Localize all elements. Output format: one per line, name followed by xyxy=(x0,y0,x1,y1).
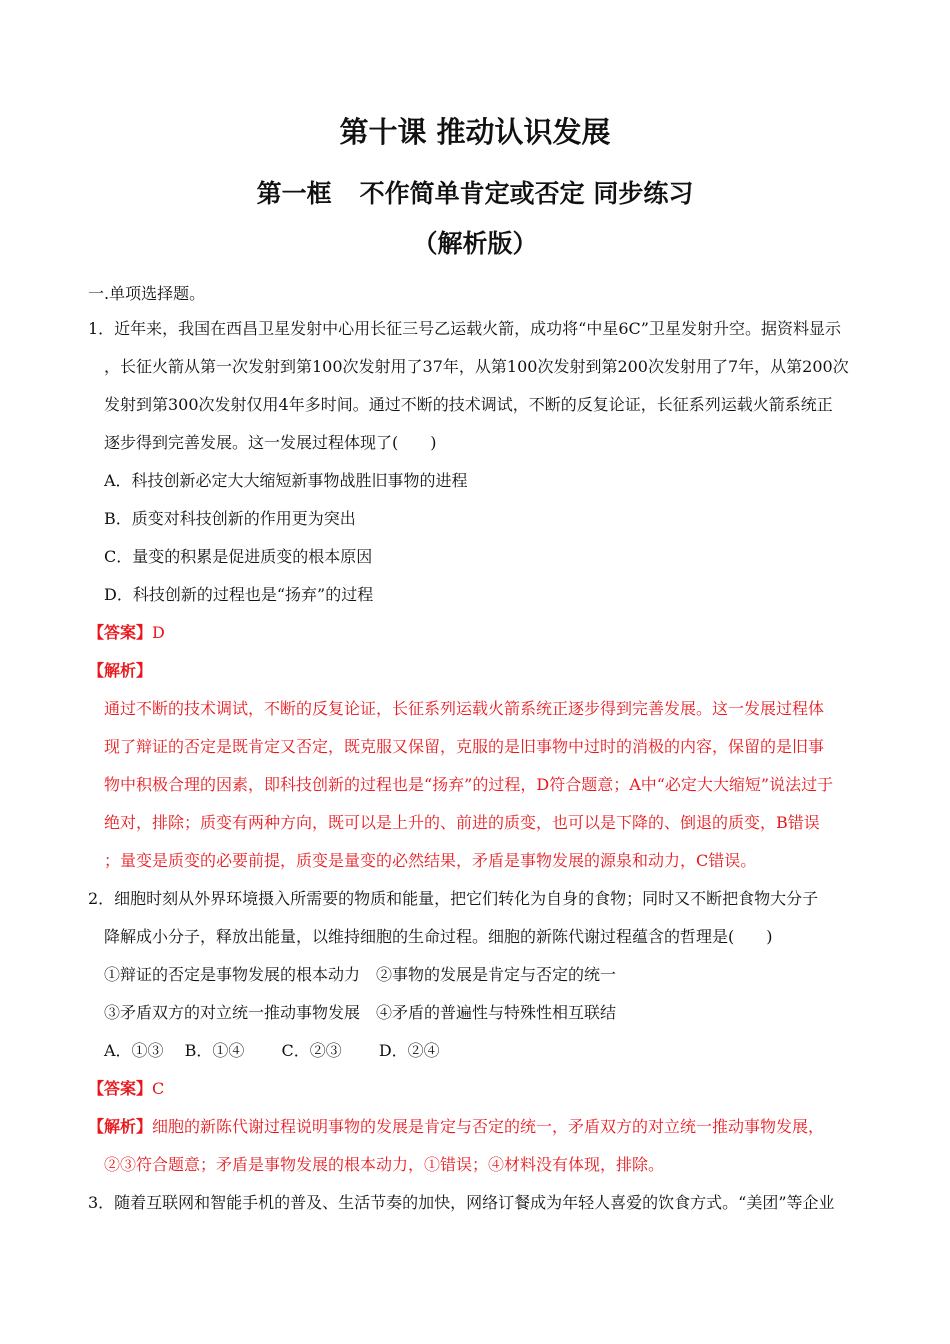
q1-analysis-tag: 【解析】 xyxy=(88,661,153,680)
q1-analysis-line: 现了辩证的否定是既肯定又否定，既克服又保留，克服的是旧事物中过时的消极的内容，保留的是旧事 xyxy=(104,737,825,756)
q2-statement-line: ①辩证的否定是事物发展的根本动力 ②事物的发展是肯定与否定的统一 xyxy=(104,965,617,984)
analysis-tag: 【解析】 xyxy=(88,1117,153,1136)
q1-analysis-line: 物中积极合理的因素，即科技创新的过程也是“扬弃”的过程，D符合题意；A中“必定大大缩短”说法过于 xyxy=(104,775,834,794)
q2-analysis-line: ②③符合题意；矛盾是事物发展的根本动力，①错误；④材料没有体现，排除。 xyxy=(104,1155,665,1174)
q2-analysis xyxy=(88,1115,824,1139)
q2-stem-line: 降解成小分子，释放出能量，以维持细胞的生命过程。细胞的新陈代谢过程蕴含的哲理是( ) xyxy=(104,927,773,946)
q1-analysis-line: 绝对，排除；质变有两种方向，既可以是上升的、前进的质变，也可以是下降的、倒退的质变，B错误 xyxy=(104,813,820,832)
section-heading: 一.单项选择题。 xyxy=(88,284,206,303)
section-label: 第一框 xyxy=(256,179,332,208)
q2-statement-line: ③矛盾双方的对立统一推动事物发展 ④矛盾的普遍性与特殊性相互联结 xyxy=(104,1003,617,1022)
q1-analysis-line: ；量变是质变的必要前提，质变是量变的必然结果，矛盾是事物发展的源泉和动力，C错误。 xyxy=(104,851,757,870)
q1-analysis-line: 通过不断的技术调试，不断的反复论证，长征系列运载火箭系统正逐步得到完善发展。这一发展过程体 xyxy=(104,699,825,718)
q2-stem-line: 2．细胞时刻从外界环境摄入所需要的物质和能量，把它们转化为自身的食物；同时又不断把食物大分子 xyxy=(88,889,819,908)
section-title: 不作简单肯定或否定 同步练习 xyxy=(359,179,694,208)
q1-option-a: A．科技创新必定大大缩短新事物战胜旧事物的进程 xyxy=(104,471,468,490)
q2-options: A．①③ B．①④ C．②③ D．②④ xyxy=(104,1041,440,1060)
section-title-line xyxy=(0,176,950,212)
q1-option-b: B．质变对科技创新的作用更为突出 xyxy=(104,509,356,528)
version-label: （解析版） xyxy=(412,229,538,258)
q1-stem-line: 逐步得到完善发展。这一发展过程体现了( ) xyxy=(104,433,437,452)
answer-value: D xyxy=(152,623,165,642)
answer-tag: 【答案】 xyxy=(88,623,153,642)
q1-stem-line: 发射到第300次发射仅用4年多时间。通过不断的技术调试，不断的反复论证，长征系列运载火箭系统正 xyxy=(104,395,833,414)
q3-stem-line: 3．随着互联网和智能手机的普及、生活节奏的加快，网络订餐成为年轻人喜爱的饮食方式。“美团”等企业 xyxy=(88,1193,835,1212)
q2-answer xyxy=(88,1077,164,1101)
answer-value: C xyxy=(152,1079,165,1098)
answer-tag: 【答案】 xyxy=(88,1079,153,1098)
lesson-title: 第十课 推动认识发展 xyxy=(339,115,611,149)
q2-analysis-line: 细胞的新陈代谢过程说明事物的发展是肯定与否定的统一，矛盾双方的对立统一推动事物发展， xyxy=(152,1117,825,1136)
q1-option-d: D．科技创新的过程也是“扬弃”的过程 xyxy=(104,585,374,604)
q1-option-c: C．量变的积累是促进质变的根本原因 xyxy=(104,547,373,566)
q1-stem-line: ，长征火箭从第一次发射到第100次发射用了37年，从第100次发射到第200次发射用了7年，从第200次 xyxy=(104,357,849,376)
q1-answer xyxy=(88,621,165,645)
q1-stem-line: 1．近年来，我国在西昌卫星发射中心用长征三号乙运载火箭，成功将“中星6C”卫星发射升空。据资料显示 xyxy=(88,319,841,338)
